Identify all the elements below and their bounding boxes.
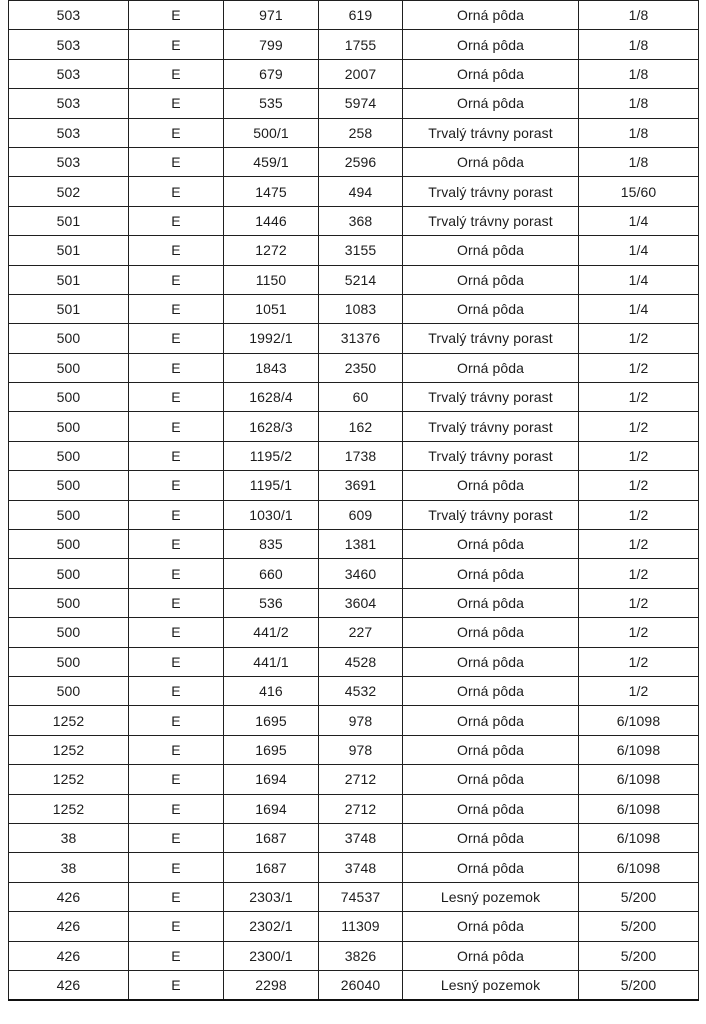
cell-land-type: Orná pôda bbox=[403, 353, 579, 382]
cell-land-type: Trvalý trávny porast bbox=[403, 500, 579, 529]
table-row bbox=[9, 530, 699, 559]
cell-parcel-number: 1687 bbox=[224, 823, 319, 852]
table-row bbox=[9, 853, 699, 882]
cell-land-type: Orná pôda bbox=[403, 1, 579, 30]
cell-lv-number: 503 bbox=[9, 59, 129, 88]
cell-lv-number: 501 bbox=[9, 236, 129, 265]
cell-lv-number: 426 bbox=[9, 941, 129, 970]
cell-ownership-share: 1/8 bbox=[579, 30, 699, 59]
table-row bbox=[9, 941, 699, 970]
cell-land-type: Orná pôda bbox=[403, 706, 579, 735]
cell-register: E bbox=[129, 706, 224, 735]
cell-ownership-share: 1/8 bbox=[579, 118, 699, 147]
cell-land-type: Orná pôda bbox=[403, 912, 579, 941]
cell-ownership-share: 1/4 bbox=[579, 236, 699, 265]
cell-ownership-share: 6/1098 bbox=[579, 765, 699, 794]
cell-area: 4532 bbox=[319, 676, 403, 705]
cell-lv-number: 501 bbox=[9, 206, 129, 235]
cell-area: 11309 bbox=[319, 912, 403, 941]
cell-land-type: Trvalý trávny porast bbox=[403, 441, 579, 470]
table-row bbox=[9, 147, 699, 176]
cell-area: 26040 bbox=[319, 970, 403, 1000]
cell-lv-number: 500 bbox=[9, 559, 129, 588]
cell-parcel-number: 1695 bbox=[224, 735, 319, 764]
table-row bbox=[9, 471, 699, 500]
cell-register: E bbox=[129, 324, 224, 353]
cell-parcel-number: 1475 bbox=[224, 177, 319, 206]
cell-ownership-share: 1/2 bbox=[579, 559, 699, 588]
cell-parcel-number: 441/2 bbox=[224, 618, 319, 647]
cell-area: 609 bbox=[319, 500, 403, 529]
table-row bbox=[9, 970, 699, 1000]
cell-land-type: Orná pôda bbox=[403, 59, 579, 88]
cell-ownership-share: 1/4 bbox=[579, 206, 699, 235]
cell-parcel-number: 1628/4 bbox=[224, 383, 319, 412]
cell-land-type: Orná pôda bbox=[403, 647, 579, 676]
cell-register: E bbox=[129, 588, 224, 617]
cell-area: 1755 bbox=[319, 30, 403, 59]
table-row bbox=[9, 1, 699, 30]
cell-area: 3748 bbox=[319, 853, 403, 882]
cell-lv-number: 500 bbox=[9, 441, 129, 470]
cell-area: 5974 bbox=[319, 89, 403, 118]
cell-ownership-share: 1/2 bbox=[579, 588, 699, 617]
cell-parcel-number: 1628/3 bbox=[224, 412, 319, 441]
cell-land-type: Orná pôda bbox=[403, 265, 579, 294]
cell-parcel-number: 1694 bbox=[224, 794, 319, 823]
cell-lv-number: 1252 bbox=[9, 765, 129, 794]
cell-land-type: Orná pôda bbox=[403, 530, 579, 559]
cell-ownership-share: 1/2 bbox=[579, 647, 699, 676]
cell-area: 3826 bbox=[319, 941, 403, 970]
table-row bbox=[9, 735, 699, 764]
cell-ownership-share: 1/2 bbox=[579, 676, 699, 705]
cell-ownership-share: 1/2 bbox=[579, 530, 699, 559]
cell-parcel-number: 2300/1 bbox=[224, 941, 319, 970]
cell-register: E bbox=[129, 147, 224, 176]
table-row bbox=[9, 618, 699, 647]
cell-lv-number: 500 bbox=[9, 676, 129, 705]
cell-register: E bbox=[129, 500, 224, 529]
cell-lv-number: 426 bbox=[9, 882, 129, 911]
cell-area: 162 bbox=[319, 412, 403, 441]
cell-parcel-number: 1694 bbox=[224, 765, 319, 794]
cell-register: E bbox=[129, 353, 224, 382]
cell-register: E bbox=[129, 265, 224, 294]
cell-land-type: Orná pôda bbox=[403, 794, 579, 823]
cell-area: 3155 bbox=[319, 236, 403, 265]
cell-ownership-share: 1/2 bbox=[579, 324, 699, 353]
cell-area: 3604 bbox=[319, 588, 403, 617]
cell-lv-number: 1252 bbox=[9, 706, 129, 735]
table-row bbox=[9, 676, 699, 705]
cell-area: 619 bbox=[319, 1, 403, 30]
cell-area: 3691 bbox=[319, 471, 403, 500]
cell-ownership-share: 1/4 bbox=[579, 294, 699, 323]
cell-land-type: Orná pôda bbox=[403, 89, 579, 118]
table-row bbox=[9, 59, 699, 88]
cell-register: E bbox=[129, 559, 224, 588]
table-row bbox=[9, 500, 699, 529]
table-row bbox=[9, 794, 699, 823]
cell-register: E bbox=[129, 59, 224, 88]
cell-parcel-number: 1687 bbox=[224, 853, 319, 882]
cell-area: 227 bbox=[319, 618, 403, 647]
table-row bbox=[9, 118, 699, 147]
cell-parcel-number: 1195/1 bbox=[224, 471, 319, 500]
cell-register: E bbox=[129, 471, 224, 500]
cell-parcel-number: 2298 bbox=[224, 970, 319, 1000]
cell-register: E bbox=[129, 89, 224, 118]
cell-register: E bbox=[129, 853, 224, 882]
cell-lv-number: 500 bbox=[9, 412, 129, 441]
cell-land-type: Orná pôda bbox=[403, 30, 579, 59]
table-row bbox=[9, 177, 699, 206]
cell-area: 2596 bbox=[319, 147, 403, 176]
cell-parcel-number: 1051 bbox=[224, 294, 319, 323]
cell-ownership-share: 6/1098 bbox=[579, 853, 699, 882]
table-row bbox=[9, 882, 699, 911]
cell-area: 978 bbox=[319, 735, 403, 764]
cell-register: E bbox=[129, 882, 224, 911]
cell-land-type: Orná pôda bbox=[403, 853, 579, 882]
cell-parcel-number: 459/1 bbox=[224, 147, 319, 176]
cell-land-type: Trvalý trávny porast bbox=[403, 324, 579, 353]
cell-register: E bbox=[129, 294, 224, 323]
cell-register: E bbox=[129, 30, 224, 59]
table-row bbox=[9, 294, 699, 323]
cell-lv-number: 501 bbox=[9, 265, 129, 294]
cell-land-type: Trvalý trávny porast bbox=[403, 177, 579, 206]
cell-lv-number: 500 bbox=[9, 618, 129, 647]
cell-register: E bbox=[129, 647, 224, 676]
cell-lv-number: 426 bbox=[9, 912, 129, 941]
cell-area: 3748 bbox=[319, 823, 403, 852]
cell-parcel-number: 1195/2 bbox=[224, 441, 319, 470]
cell-land-type: Trvalý trávny porast bbox=[403, 412, 579, 441]
cell-lv-number: 500 bbox=[9, 383, 129, 412]
cell-land-type: Orná pôda bbox=[403, 765, 579, 794]
cell-parcel-number: 679 bbox=[224, 59, 319, 88]
cell-area: 368 bbox=[319, 206, 403, 235]
table-row bbox=[9, 30, 699, 59]
cell-lv-number: 500 bbox=[9, 500, 129, 529]
cell-area: 2712 bbox=[319, 794, 403, 823]
cell-parcel-number: 660 bbox=[224, 559, 319, 588]
cell-register: E bbox=[129, 794, 224, 823]
cell-ownership-share: 6/1098 bbox=[579, 706, 699, 735]
cell-area: 31376 bbox=[319, 324, 403, 353]
cell-lv-number: 502 bbox=[9, 177, 129, 206]
cell-ownership-share: 1/2 bbox=[579, 441, 699, 470]
cell-parcel-number: 2303/1 bbox=[224, 882, 319, 911]
cell-register: E bbox=[129, 206, 224, 235]
cell-ownership-share: 1/8 bbox=[579, 1, 699, 30]
cell-register: E bbox=[129, 441, 224, 470]
cell-lv-number: 500 bbox=[9, 530, 129, 559]
table-row bbox=[9, 265, 699, 294]
cell-land-type: Trvalý trávny porast bbox=[403, 118, 579, 147]
cell-land-type: Orná pôda bbox=[403, 588, 579, 617]
cell-parcel-number: 971 bbox=[224, 1, 319, 30]
cell-parcel-number: 500/1 bbox=[224, 118, 319, 147]
cell-ownership-share: 1/8 bbox=[579, 147, 699, 176]
table-row bbox=[9, 706, 699, 735]
cell-register: E bbox=[129, 1, 224, 30]
table-row bbox=[9, 412, 699, 441]
cell-parcel-number: 1150 bbox=[224, 265, 319, 294]
cell-ownership-share: 1/8 bbox=[579, 89, 699, 118]
cell-land-type: Trvalý trávny porast bbox=[403, 206, 579, 235]
cell-land-type: Lesný pozemok bbox=[403, 882, 579, 911]
cell-ownership-share: 5/200 bbox=[579, 941, 699, 970]
cell-land-type: Orná pôda bbox=[403, 294, 579, 323]
table-row bbox=[9, 647, 699, 676]
table-row bbox=[9, 588, 699, 617]
cell-register: E bbox=[129, 412, 224, 441]
cell-ownership-share: 1/2 bbox=[579, 412, 699, 441]
cell-ownership-share: 1/2 bbox=[579, 471, 699, 500]
cell-lv-number: 503 bbox=[9, 118, 129, 147]
cell-register: E bbox=[129, 236, 224, 265]
cell-register: E bbox=[129, 970, 224, 1000]
cell-parcel-number: 799 bbox=[224, 30, 319, 59]
cell-ownership-share: 1/2 bbox=[579, 353, 699, 382]
parcels-table-body bbox=[9, 1, 699, 1001]
cell-land-type: Orná pôda bbox=[403, 823, 579, 852]
cell-register: E bbox=[129, 177, 224, 206]
cell-area: 60 bbox=[319, 383, 403, 412]
cell-ownership-share: 1/8 bbox=[579, 59, 699, 88]
cell-ownership-share: 1/2 bbox=[579, 500, 699, 529]
cell-lv-number: 38 bbox=[9, 823, 129, 852]
cell-area: 3460 bbox=[319, 559, 403, 588]
table-row bbox=[9, 324, 699, 353]
cell-ownership-share: 5/200 bbox=[579, 970, 699, 1000]
cell-ownership-share: 6/1098 bbox=[579, 735, 699, 764]
cell-lv-number: 426 bbox=[9, 970, 129, 1000]
cell-lv-number: 500 bbox=[9, 647, 129, 676]
cell-area: 1083 bbox=[319, 294, 403, 323]
cell-register: E bbox=[129, 618, 224, 647]
table-row bbox=[9, 912, 699, 941]
cell-lv-number: 503 bbox=[9, 147, 129, 176]
cell-ownership-share: 6/1098 bbox=[579, 794, 699, 823]
cell-area: 258 bbox=[319, 118, 403, 147]
cell-ownership-share: 5/200 bbox=[579, 882, 699, 911]
cell-parcel-number: 835 bbox=[224, 530, 319, 559]
cell-parcel-number: 1843 bbox=[224, 353, 319, 382]
cell-lv-number: 500 bbox=[9, 324, 129, 353]
cell-lv-number: 1252 bbox=[9, 794, 129, 823]
cell-area: 978 bbox=[319, 706, 403, 735]
table-row bbox=[9, 765, 699, 794]
cell-parcel-number: 535 bbox=[224, 89, 319, 118]
table-row bbox=[9, 89, 699, 118]
cell-area: 74537 bbox=[319, 882, 403, 911]
table-row bbox=[9, 206, 699, 235]
cell-land-type: Orná pôda bbox=[403, 471, 579, 500]
cell-parcel-number: 1446 bbox=[224, 206, 319, 235]
table-row bbox=[9, 383, 699, 412]
cell-lv-number: 503 bbox=[9, 1, 129, 30]
cell-lv-number: 501 bbox=[9, 294, 129, 323]
cell-land-type: Orná pôda bbox=[403, 941, 579, 970]
cell-land-type: Orná pôda bbox=[403, 676, 579, 705]
cell-parcel-number: 536 bbox=[224, 588, 319, 617]
cell-lv-number: 500 bbox=[9, 353, 129, 382]
cell-parcel-number: 2302/1 bbox=[224, 912, 319, 941]
cell-lv-number: 500 bbox=[9, 588, 129, 617]
cell-lv-number: 38 bbox=[9, 853, 129, 882]
cell-land-type: Orná pôda bbox=[403, 559, 579, 588]
cell-register: E bbox=[129, 676, 224, 705]
cell-land-type: Trvalý trávny porast bbox=[403, 383, 579, 412]
cell-lv-number: 503 bbox=[9, 89, 129, 118]
cell-lv-number: 1252 bbox=[9, 735, 129, 764]
cell-register: E bbox=[129, 912, 224, 941]
cell-parcel-number: 1030/1 bbox=[224, 500, 319, 529]
table-row bbox=[9, 441, 699, 470]
cell-area: 2350 bbox=[319, 353, 403, 382]
cell-area: 4528 bbox=[319, 647, 403, 676]
cell-area: 494 bbox=[319, 177, 403, 206]
cell-lv-number: 503 bbox=[9, 30, 129, 59]
cell-area: 2007 bbox=[319, 59, 403, 88]
table-row bbox=[9, 236, 699, 265]
cell-land-type: Orná pôda bbox=[403, 618, 579, 647]
cell-parcel-number: 1272 bbox=[224, 236, 319, 265]
table-row bbox=[9, 823, 699, 852]
cell-area: 2712 bbox=[319, 765, 403, 794]
cell-area: 1738 bbox=[319, 441, 403, 470]
cell-register: E bbox=[129, 765, 224, 794]
parcels-table bbox=[8, 0, 699, 1001]
cell-ownership-share: 1/2 bbox=[579, 383, 699, 412]
cell-ownership-share: 1/4 bbox=[579, 265, 699, 294]
cell-land-type: Orná pôda bbox=[403, 236, 579, 265]
cell-land-type: Orná pôda bbox=[403, 147, 579, 176]
cell-land-type: Lesný pozemok bbox=[403, 970, 579, 1000]
cell-register: E bbox=[129, 383, 224, 412]
cell-register: E bbox=[129, 941, 224, 970]
table-row bbox=[9, 353, 699, 382]
cell-area: 5214 bbox=[319, 265, 403, 294]
cell-parcel-number: 1695 bbox=[224, 706, 319, 735]
cell-ownership-share: 1/2 bbox=[579, 618, 699, 647]
cell-parcel-number: 441/1 bbox=[224, 647, 319, 676]
cell-ownership-share: 6/1098 bbox=[579, 823, 699, 852]
cell-lv-number: 500 bbox=[9, 471, 129, 500]
cell-ownership-share: 5/200 bbox=[579, 912, 699, 941]
cell-register: E bbox=[129, 118, 224, 147]
table-row bbox=[9, 559, 699, 588]
cell-ownership-share: 15/60 bbox=[579, 177, 699, 206]
cell-register: E bbox=[129, 735, 224, 764]
cell-register: E bbox=[129, 823, 224, 852]
cell-parcel-number: 416 bbox=[224, 676, 319, 705]
cell-parcel-number: 1992/1 bbox=[224, 324, 319, 353]
cell-land-type: Orná pôda bbox=[403, 735, 579, 764]
cell-register: E bbox=[129, 530, 224, 559]
cell-area: 1381 bbox=[319, 530, 403, 559]
